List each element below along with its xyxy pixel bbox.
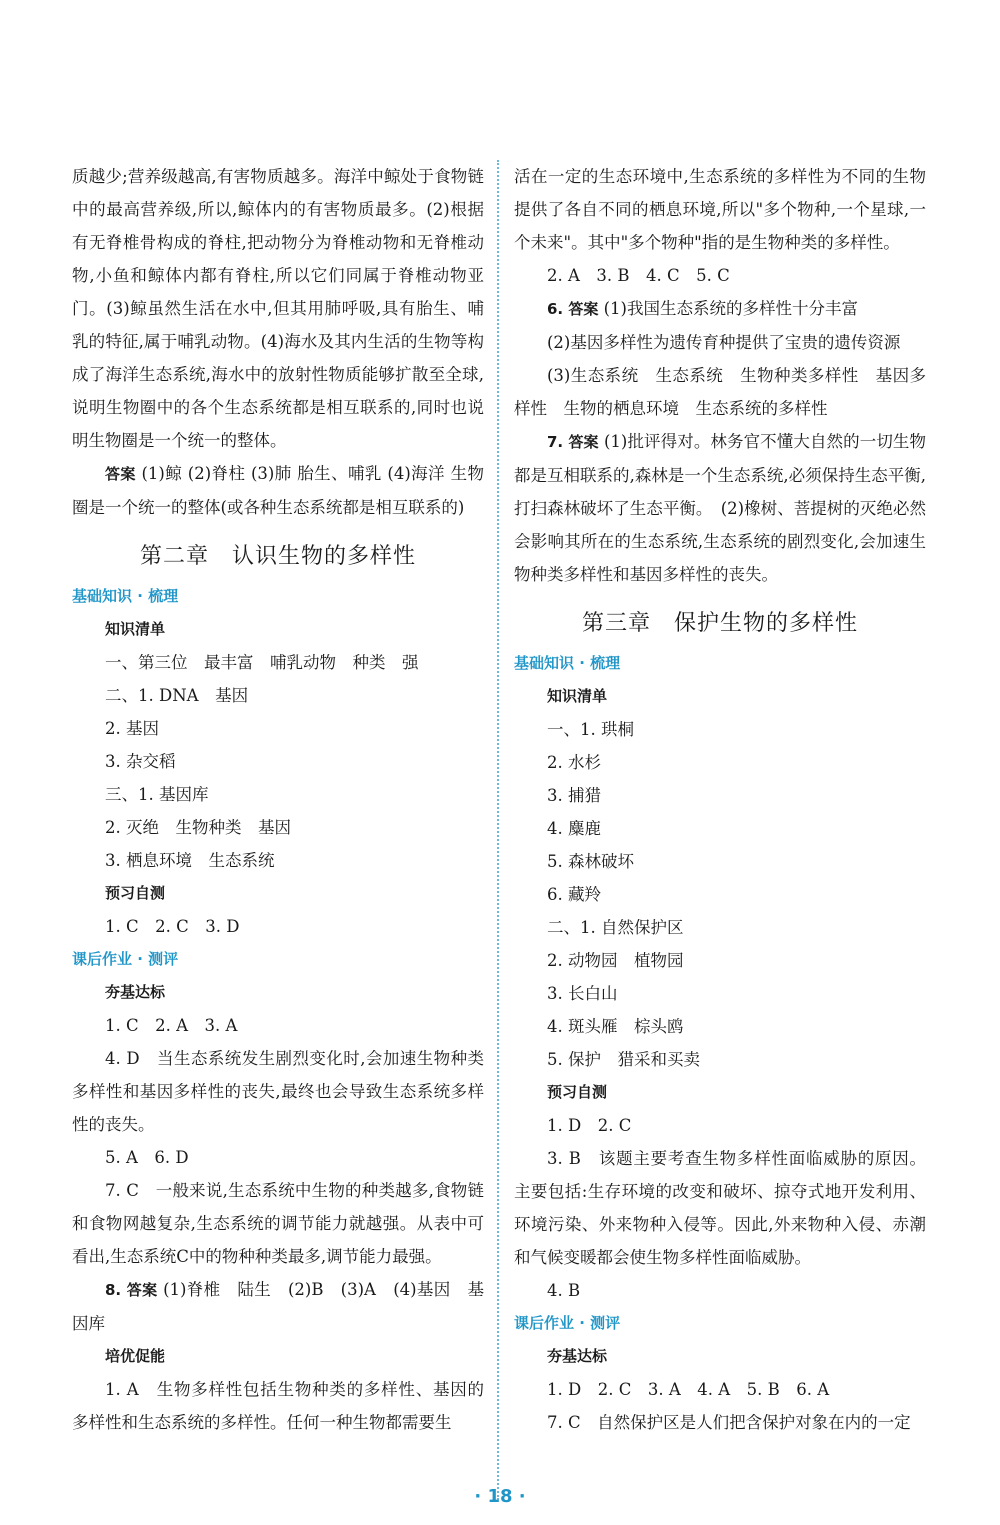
list-item: 2. 基因 <box>105 719 159 738</box>
answer-text: (1)我国生态系统的多样性十分丰富 <box>603 299 858 318</box>
section-heading: 基础知识 · 梳理 <box>72 587 179 605</box>
section-heading: 课后作业 · 测评 <box>72 950 179 968</box>
chapter-title: 第三章 保护生物的多样性 <box>581 611 858 636</box>
list-item: 3. 杂交稻 <box>105 752 176 771</box>
question-answer <box>72 1273 484 1340</box>
question-explanation <box>72 1042 484 1141</box>
answer-label: 7. 答案 <box>547 433 599 451</box>
list-item: 2. 动物园 植物园 <box>547 951 684 970</box>
column-divider <box>497 160 499 1500</box>
list-item: 3. 捕猎 <box>547 786 601 805</box>
question-number: 4. D <box>105 1049 140 1068</box>
question-answer <box>514 425 926 591</box>
paragraph: 质越少;营养级越高,有害物质越多。海洋中鲸处于食物链中的最高营养级,所以,鲸体内的有害物质最多。(2)根据有无脊椎骨构成的脊柱,把动物分为脊椎动物和无脊椎动物,小鱼和鲸体内都有脊柱,所以它们同属于脊椎动物亚门。(3)鲸虽然生活在水中,但其用肺呼吸,具有胎生、哺乳的特征,属于哺乳动物。(4)海水及其内生活的生物等构成了海洋生态系统,海水中的放射性物质能够扩散至全球,说明生物圈中的各个生态系统都是相互联系的,同时也说明生物圈是一个统一的整体。 <box>72 167 484 450</box>
subheading: 预习自测 <box>547 1083 608 1101</box>
subheading: 培优促能 <box>105 1347 166 1365</box>
answer-line: 1. C 2. C 3. D <box>105 917 240 936</box>
list-item: 3. 长白山 <box>547 984 618 1003</box>
explanation-text: 一般来说,生态系统中生物的种类越多,食物链和食物网越复杂,生态系统的调节能力就越强。从表中可看出,生态系统C中的物种种类最多,调节能力最强。 <box>72 1181 484 1266</box>
explanation-text: 该题主要考查生物多样性面临威胁的原因。主要包括:生存环境的改变和破坏、掠夺式地开发利用、环境污染、外来物种入侵等。因此,外来物种入侵、赤潮和气候变暖都会使生物多样性面临威胁。 <box>514 1149 926 1267</box>
question-answer <box>514 292 926 326</box>
answer-line: 5. A 6. D <box>105 1148 189 1167</box>
answer-line: 1. D 2. C <box>547 1116 632 1135</box>
list-item: 3. 栖息环境 生态系统 <box>105 851 275 870</box>
question-number: 7. C <box>105 1181 139 1200</box>
answer-label: 答案 <box>105 465 136 483</box>
question-number: 3. B <box>547 1149 581 1168</box>
question-explanation <box>72 1373 484 1439</box>
chapter-title: 第二章 认识生物的多样性 <box>139 544 416 569</box>
list-item: 二、1. 自然保护区 <box>547 918 684 937</box>
explanation-text: 自然保护区是人们把含保护对象在内的一定 <box>580 1413 911 1432</box>
answer-line: 1. D 2. C 3. A 4. A 5. B 6. A <box>547 1380 830 1399</box>
list-item: 一、1. 珙桐 <box>547 720 634 739</box>
explanation-text: 当生态系统发生剧烈变化时,会加速生物种类多样性和基因多样性的丧失,最终也会导致生态系统多样性的丧失。 <box>72 1049 484 1134</box>
list-item: 6. 藏羚 <box>547 885 601 904</box>
paragraph: 活在一定的生态环境中,生态系统的多样性为不同的生物提供了各自不同的栖息环境,所以"多个物种,一个星球,一个未来"。其中"多个物种"指的是生物种类的多样性。 <box>514 167 926 252</box>
list-item: 一、第三位 最丰富 哺乳动物 种类 强 <box>105 653 419 672</box>
answer-line: 4. B <box>547 1281 581 1300</box>
list-item: 5. 森林破坏 <box>547 852 634 871</box>
answer-line: 1. C 2. A 3. A <box>105 1016 238 1035</box>
subheading: 知识清单 <box>547 687 608 705</box>
list-item: 二、1. DNA 基因 <box>105 686 249 705</box>
left-column <box>72 160 484 1439</box>
answer-text: (1)批评得对。林务官不懂大自然的一切生物都是互相联系的,森林是一个生态系统,必须保持生态平衡,打扫森林破坏了生态平衡。 (2)橡树、菩提树的灭绝必然会影响其所在的生态系统,生态系统的剧烈变化,会加速生物种类多样性和基因多样性的丧失。 <box>514 432 927 584</box>
list-item: 2. 水杉 <box>547 753 601 772</box>
list-item: 2. 灭绝 生物种类 基因 <box>105 818 291 837</box>
question-explanation <box>72 1174 484 1273</box>
page-number: · 18 · <box>474 1486 526 1507</box>
answer-line: (3)生态系统 生态系统 生物种类多样性 基因多样性 生物的栖息环境 生态系统的多样性 <box>514 366 926 418</box>
subheading: 预习自测 <box>105 884 166 902</box>
list-item: 4. 斑头雁 棕头鸥 <box>547 1017 684 1036</box>
answer-text: (1)脊椎 陆生 (2)B (3)A (4)基因 基因库 <box>72 1280 485 1333</box>
answer <box>72 457 484 524</box>
question-number: 1. A <box>105 1380 139 1399</box>
list-item: 三、1. 基因库 <box>105 785 209 804</box>
question-explanation <box>514 1142 926 1274</box>
section-heading: 基础知识 · 梳理 <box>514 654 621 672</box>
answer-text: (1)鲸 (2)脊柱 (3)肺 胎生、哺乳 (4)海洋 生物圈是一个统一的整体(或各种生态系统都是相互联系的) <box>72 464 484 517</box>
right-column <box>514 160 926 1439</box>
answer-label: 6. 答案 <box>547 300 599 318</box>
subheading: 夯基达标 <box>105 983 166 1001</box>
question-explanation <box>514 1406 926 1439</box>
question-number: 7. C <box>547 1413 581 1432</box>
explanation-text: 生物多样性包括生物种类的多样性、基因的多样性和生态系统的多样性。任何一种生物都需要生 <box>72 1380 484 1432</box>
section-heading: 课后作业 · 测评 <box>514 1314 621 1332</box>
list-item: 4. 麋鹿 <box>547 819 601 838</box>
list-item: 5. 保护 猎采和买卖 <box>547 1050 700 1069</box>
subheading: 知识清单 <box>105 620 166 638</box>
answer-line: 2. A 3. B 4. C 5. C <box>547 266 730 285</box>
subheading: 夯基达标 <box>547 1347 608 1365</box>
answer-label: 8. 答案 <box>105 1281 158 1299</box>
answer-line: (2)基因多样性为遗传育种提供了宝贵的遗传资源 <box>547 333 901 352</box>
